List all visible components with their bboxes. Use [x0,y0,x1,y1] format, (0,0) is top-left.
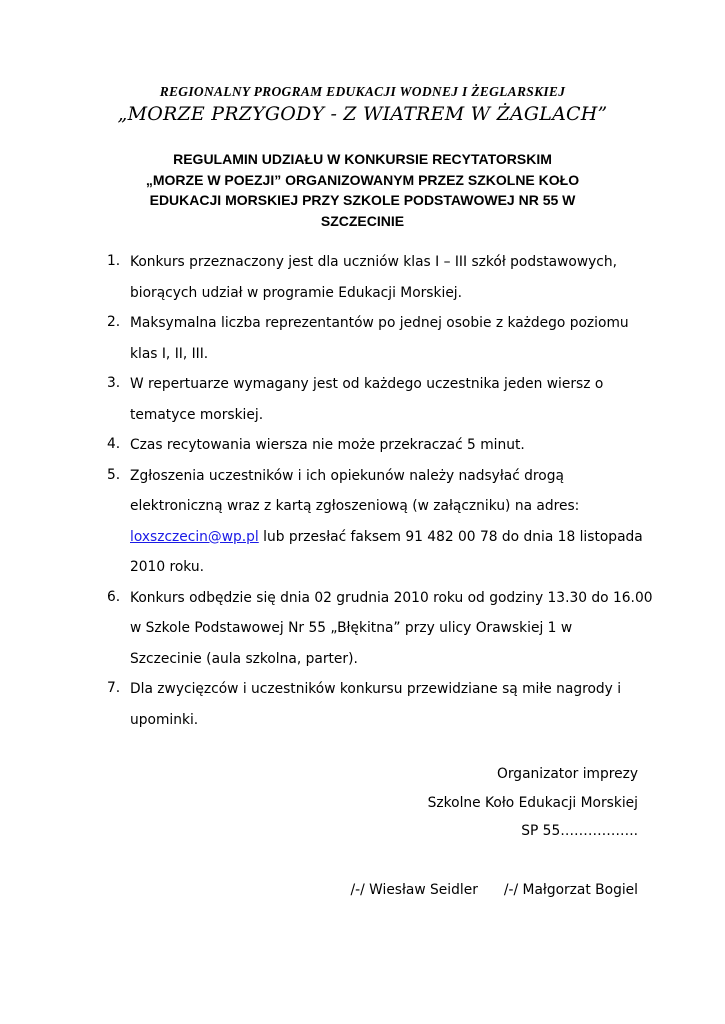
rule-number: 2. [107,314,121,330]
rule-item-1 [0,253,725,314]
rule-item-5 [0,467,725,589]
rules-list [0,253,725,741]
rule-item-2 [0,314,725,375]
rule-text-line: Czas recytowania wiersza nie może przekraczać 5 minut. [130,437,525,453]
rule-text-line: Konkurs odbędzie się dnia 02 grudnia 2010 roku od godziny 13.30 do 16.00 [130,589,653,606]
email-line-rest: lub przesłać faksem 91 482 00 78 do dnia 18 listopada [258,528,643,545]
rule-item-4 [0,436,725,467]
program-subtitle: „MORZE PRZYGODY - Z WIATREM W ŻAGLACH” [117,103,608,125]
rules-heading-line: „MORZE W POEZJI” ORGANIZOWANYM PRZEZ SZKOLNE KOŁO [145,171,580,188]
rule-text-line: klas I, II, III. [130,345,209,362]
rule-text-line: Maksymalna liczba reprezentantów po jednej osobie z każdego poziomu [130,315,629,331]
school-name: SP 55…………….. [521,823,638,839]
rules-heading-line: EDUKACJI MORSKIEJ PRZY SZKOLE PODSTAWOWEJ NR 55 W [149,192,576,208]
rules-heading-line: REGULAMIN UDZIAŁU W KONKURSIE RECYTATORSKIM [173,151,552,167]
rule-text-line: Zgłoszenia uczestników i ich opiekunów należy nadsyłać drogą [130,467,564,484]
rule-number: 7. [107,680,121,696]
rule-text-line [130,528,725,559]
signer-1: /-/ Wiesław Seidler [350,882,478,898]
rule-text-line: Konkurs przeznaczony jest dla uczniów klas I – III szkół podstawowych, [130,254,618,270]
signer-2: /-/ Małgorzat Bogiel [503,882,638,898]
rule-text-line: elektroniczną wraz z kartą zgłoszeniową (w załączniku) na adres: [130,498,580,514]
program-title: REGIONALNY PROGRAM EDUKACJI WODNEJ I ŻEGLARSKIEJ [159,84,566,99]
rule-text-line: W repertuarze wymagany jest od każdego uczestnika jeden wiersz o [130,376,604,392]
signatures [350,882,638,898]
rule-text-line: upominki. [130,711,199,728]
rule-number: 4. [107,436,121,452]
rule-item-7 [0,680,725,741]
rules-heading-line: SZCZECINIE [320,212,405,229]
rule-number: 3. [107,375,121,391]
organization-name: Szkolne Koło Edukacji Morskiej [427,794,638,811]
rule-number: 1. [107,253,121,269]
rule-text-line: tematyce morskiej. [130,406,264,423]
rule-number: 6. [107,588,121,605]
rule-text-line: w Szkole Podstawowej Nr 55 „Błękitna” przy ulicy Orawskiej 1 w [130,620,573,636]
rule-text-line: 2010 roku. [130,559,205,575]
organizer-label: Organizator imprezy [497,766,638,782]
signature-block [428,760,638,846]
rule-text-line: Szczecinie (aula szkolna, parter). [130,650,358,667]
rule-number: 5. [107,466,121,483]
rule-text-line: biorących udział w programie Edukacji Morskiej. [130,284,463,301]
rule-text-line: Dla zwycięzców i uczestników konkursu przewidziane są miłe nagrody i [130,681,622,697]
rules-heading [110,149,615,231]
rule-item-6 [0,589,725,681]
rule-item-3 [0,375,725,436]
email-link[interactable]: loxszczecin@wp.pl [130,528,259,545]
